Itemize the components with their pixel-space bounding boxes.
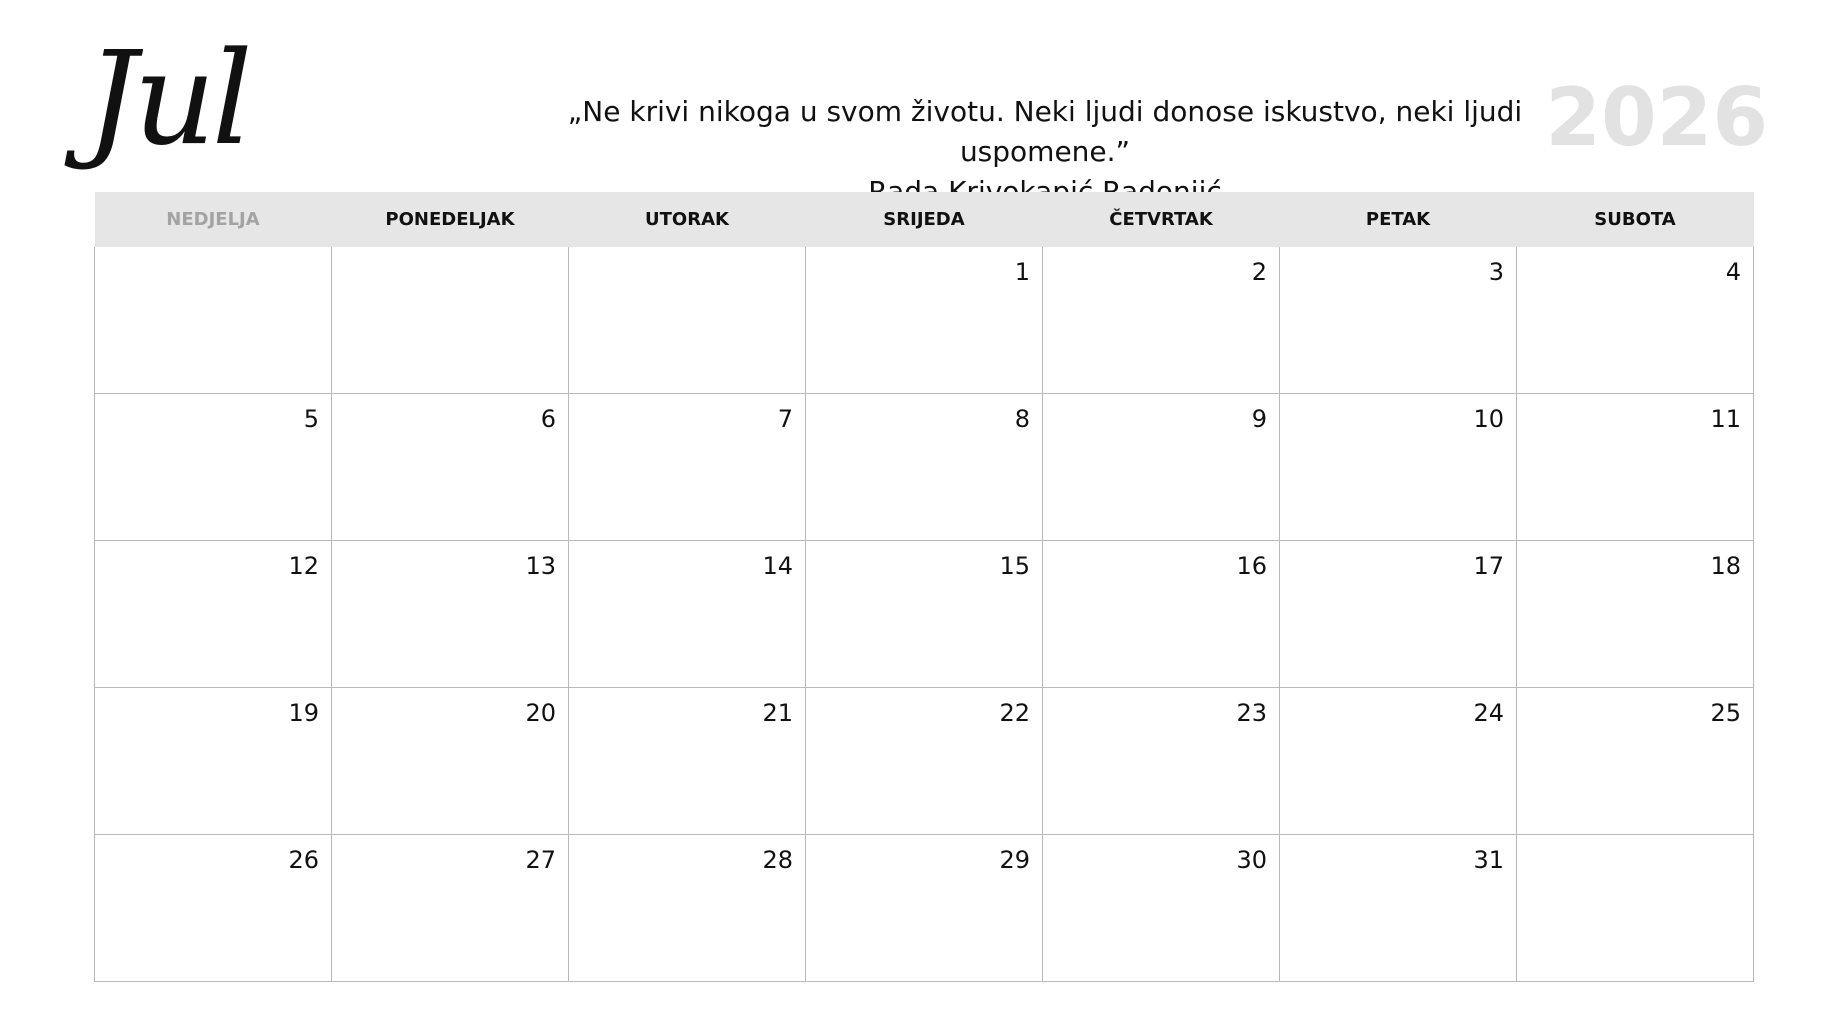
month-title: Jul <box>86 25 249 174</box>
day-cell[interactable]: 9 <box>1043 394 1280 541</box>
day-cell[interactable]: 13 <box>332 541 569 688</box>
day-cell[interactable]: 15 <box>806 541 1043 688</box>
day-cell[interactable]: 24 <box>1280 688 1517 835</box>
weekday-header-sunday: NEDJELJA <box>95 192 332 247</box>
day-cell[interactable]: 25 <box>1517 688 1754 835</box>
weekday-header-wednesday: SRIJEDA <box>806 192 1043 247</box>
day-cell[interactable]: 19 <box>95 688 332 835</box>
weekday-header-saturday: SUBOTA <box>1517 192 1754 247</box>
day-cell[interactable]: 17 <box>1280 541 1517 688</box>
day-cell[interactable]: 28 <box>569 835 806 982</box>
day-cell[interactable]: 29 <box>806 835 1043 982</box>
day-cell[interactable]: 5 <box>95 394 332 541</box>
day-cell[interactable] <box>95 247 332 394</box>
day-cell[interactable] <box>569 247 806 394</box>
calendar-grid <box>94 192 1754 982</box>
day-cell[interactable]: 21 <box>569 688 806 835</box>
day-cell[interactable]: 27 <box>332 835 569 982</box>
day-cell[interactable]: 14 <box>569 541 806 688</box>
year-label: 2026 <box>1545 71 1768 164</box>
day-cell[interactable] <box>332 247 569 394</box>
day-cell[interactable]: 11 <box>1517 394 1754 541</box>
day-cell[interactable]: 12 <box>95 541 332 688</box>
day-cell[interactable]: 4 <box>1517 247 1754 394</box>
day-cell[interactable]: 26 <box>95 835 332 982</box>
day-cell[interactable]: 1 <box>806 247 1043 394</box>
calendar-week-row <box>95 247 1754 394</box>
day-cell[interactable]: 7 <box>569 394 806 541</box>
calendar-week-row <box>95 394 1754 541</box>
day-cell[interactable]: 16 <box>1043 541 1280 688</box>
day-cell[interactable]: 10 <box>1280 394 1517 541</box>
day-cell[interactable]: 20 <box>332 688 569 835</box>
weekday-header-thursday: ČETVRTAK <box>1043 192 1280 247</box>
calendar-week-row <box>95 835 1754 982</box>
day-cell[interactable]: 30 <box>1043 835 1280 982</box>
day-cell[interactable]: 31 <box>1280 835 1517 982</box>
weekday-header-monday: PONEDELJAK <box>332 192 569 247</box>
day-cell[interactable]: 22 <box>806 688 1043 835</box>
weekday-header-tuesday: UTORAK <box>569 192 806 247</box>
day-cell[interactable]: 6 <box>332 394 569 541</box>
day-cell[interactable]: 3 <box>1280 247 1517 394</box>
day-cell[interactable]: 23 <box>1043 688 1280 835</box>
weekday-header-friday: PETAK <box>1280 192 1517 247</box>
calendar-week-row <box>95 688 1754 835</box>
quote-text: „Ne krivi nikoga u svom životu. Neki ljudi donose iskustvo, neki ljudi uspomene.” <box>567 95 1523 168</box>
weekday-header-row <box>95 192 1754 247</box>
calendar-week-row <box>95 541 1754 688</box>
day-cell[interactable] <box>1517 835 1754 982</box>
day-cell[interactable]: 18 <box>1517 541 1754 688</box>
day-cell[interactable]: 2 <box>1043 247 1280 394</box>
day-cell[interactable]: 8 <box>806 394 1043 541</box>
